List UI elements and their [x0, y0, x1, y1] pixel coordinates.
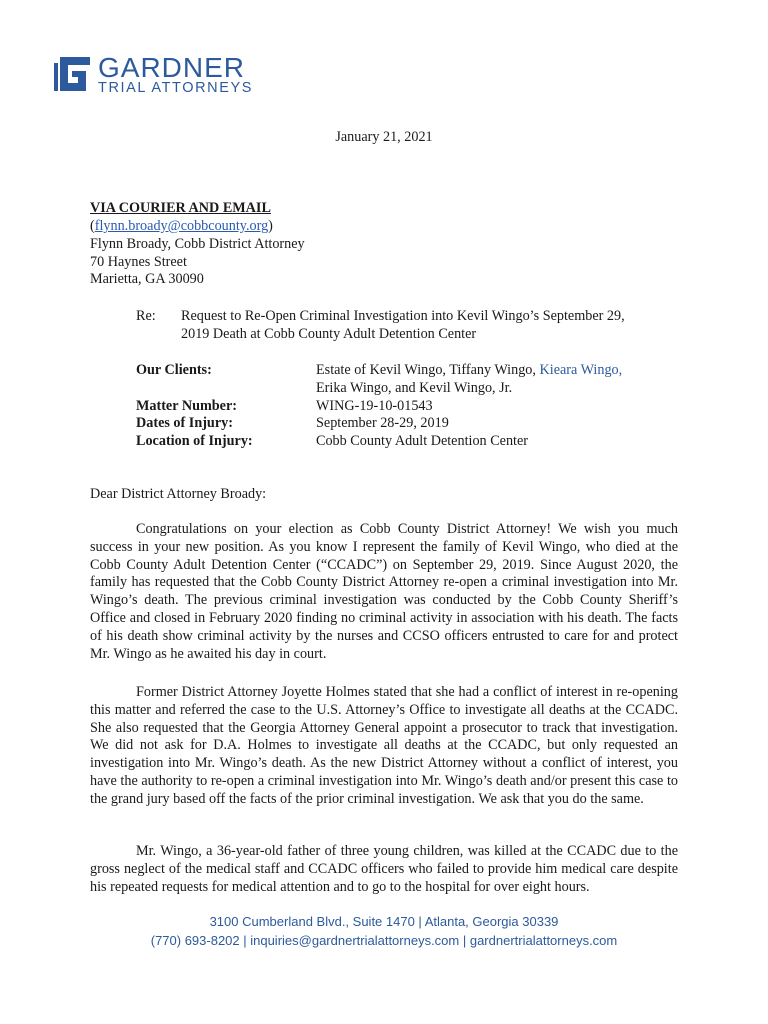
- location-of-injury-label: Location of Injury:: [136, 433, 253, 449]
- firm-name: GARDNER: [98, 52, 246, 83]
- body-paragraph-3: Mr. Wingo, a 36-year-old father of three young children, was killed at the CCADC due to the gross neglect of the medical staff and CCADC officers who failed to provide him medical care despite his repeated requests for medical attention and to go to the hospital for over eight hours.: [90, 843, 678, 895]
- footer-address: 3100 Cumberland Blvd., Suite 1470 | Atlanta, Georgia 30339: [209, 914, 559, 929]
- body-paragraph-1: Congratulations on your election as Cobb County District Attorney! We wish you much success in your new position. As you know I represent the family of Kevil Wingo, who died at the Cobb County Adult Detention Center (“CCADC”) on September 29, 2019. Since August 2020, the family has requested that the Cobb County District Attorney re-open a criminal investigation into Mr. Wingo’s death. The previous criminal investigation was conducted by the Cobb County Sheriff’s Office and closed in February 2020 finding no criminal activity in association with his death. The facts of his death show criminal activity by the nurses and CCSO officers entrusted to care for and protect Mr. Wingo as he awaited his day in court.: [90, 521, 678, 662]
- body-paragraph-2: Former District Attorney Joyette Holmes stated that she had a conflict of interest in re-opening this matter and referred the case to the U.S. Attorney’s Office to investigate all deaths at the CCADC. She also requested that the Georgia Attorney General appoint a prosecutor to track that investigation. We did not ask for D.A. Holmes to investigate all deaths at the CCADC, but only requested an investigation into Mr. Wingo’s death. As the new District Attorney without a conflict of interest, you have the authority to re-open a criminal investigation into Mr. Wingo’s death and/or present this case to the grand jury based off the facts of the prior criminal investigation. We ask that you do the same.: [90, 684, 678, 807]
- recipient-email-line: (flynn.broady@cobbcounty.org): [90, 218, 273, 234]
- recipient-street: 70 Haynes Street: [90, 253, 187, 270]
- dates-of-injury-label: Dates of Injury:: [136, 415, 233, 431]
- delivery-method: VIA COURIER AND EMAIL: [90, 200, 271, 216]
- recipient-address: [90, 218, 305, 289]
- re-subject-line-2: 2019 Death at Cobb County Adult Detention Center: [181, 325, 477, 342]
- recipient-email-link[interactable]: flynn.broady@cobbcounty.org: [94, 218, 269, 234]
- letter-date: January 21, 2021: [335, 129, 433, 145]
- clients-value-line-2: Erika Wingo, and Kevil Wingo, Jr.: [316, 380, 513, 396]
- firm-subtitle: TRIAL ATTORNEYS: [98, 80, 254, 96]
- matter-number-value: WING-19-10-01543: [316, 398, 433, 414]
- clients-label: Our Clients:: [136, 362, 212, 378]
- gardner-g-mark-icon: [54, 54, 92, 94]
- clients-value-line-1: Estate of Kevil Wingo, Tiffany Wingo, Kieara Wingo,: [316, 362, 623, 378]
- re-subject-line-1: Request to Re-Open Criminal Investigation into Kevil Wingo’s September 29,: [181, 308, 625, 324]
- re-subject: [181, 308, 625, 344]
- re-label: Re:: [136, 308, 156, 324]
- dates-of-injury-value: September 28-29, 2019: [316, 415, 449, 431]
- salutation: Dear District Attorney Broady:: [90, 486, 267, 502]
- recipient-name: Flynn Broady, Cobb District Attorney: [90, 235, 305, 252]
- footer-contact: (770) 693-8202 | inquiries@gardnertrialattorneys.com | gardnertrialattorneys.com: [150, 933, 618, 948]
- firm-logo: [54, 54, 294, 98]
- matter-number-label: Matter Number:: [136, 398, 237, 414]
- recipient-city: Marietta, GA 30090: [90, 271, 204, 288]
- location-of-injury-value: Cobb County Adult Detention Center: [316, 433, 529, 449]
